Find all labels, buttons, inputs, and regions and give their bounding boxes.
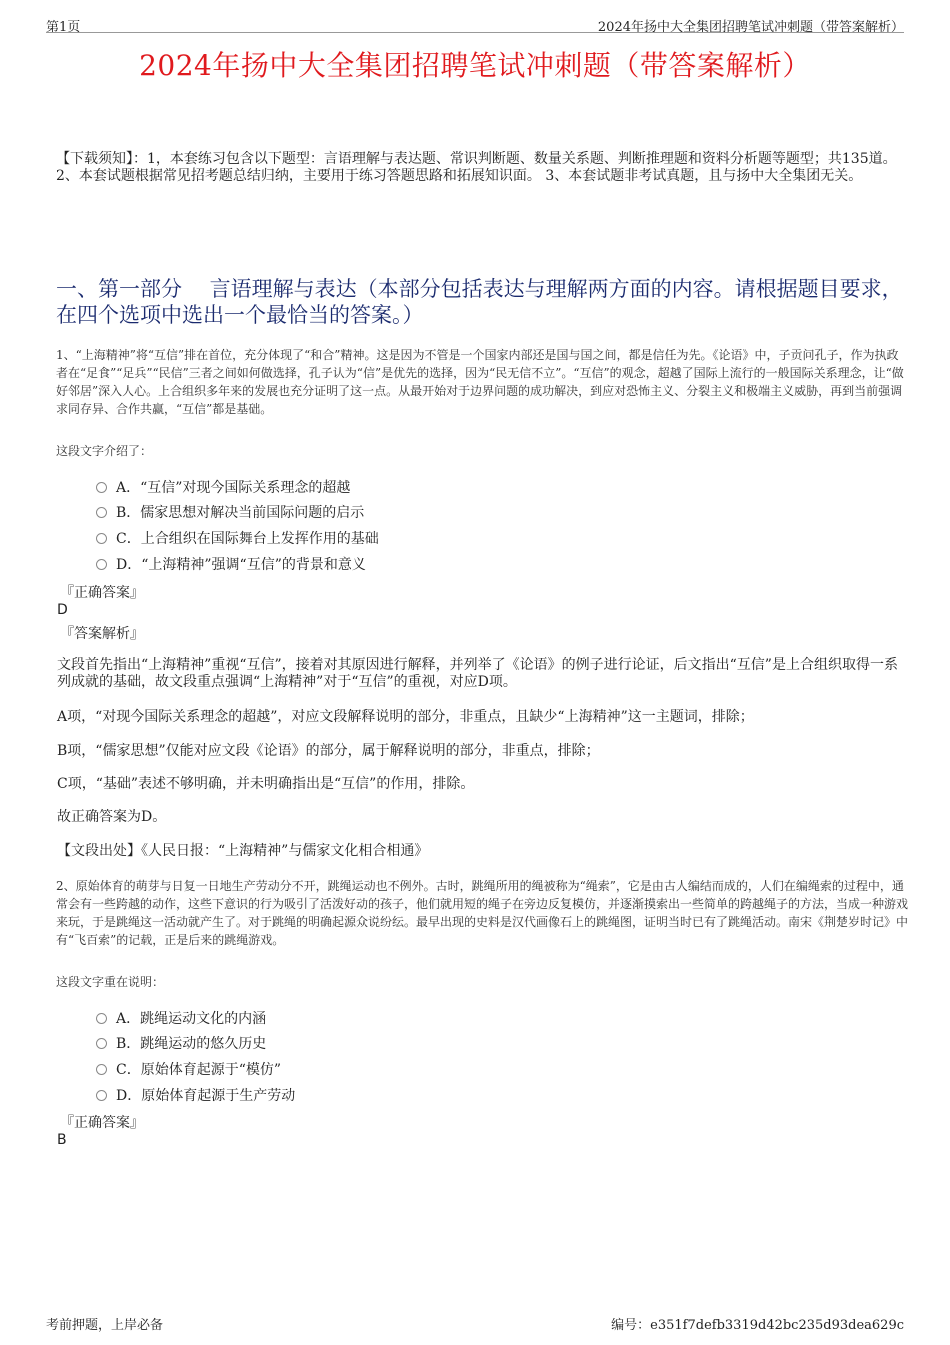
option-text: A．跳绳运动文化的内涵: [116, 1011, 267, 1027]
option-text: B．跳绳运动的悠久历史: [116, 1036, 267, 1052]
radio-button-icon[interactable]: [96, 482, 107, 493]
footer-code: 编号：e351f7defb3319d42bc235d93dea629c: [611, 1318, 904, 1333]
question-1-option-c[interactable]: [96, 528, 379, 548]
page-number: 第1页: [46, 20, 81, 35]
question-2-answer: B: [57, 1132, 67, 1148]
question-1-prompt: 这段文字介绍了：: [56, 444, 153, 458]
question-1-analysis-1: 文段首先指出“上海精神”重视“互信”，接着对其原因进行解释，并列举了《论语》的例子进行论证，后文指出“互信”是上合组织取得一系列成就的基础，故文段重点强调“上海精神”对于“互信”的重视，对应D项。: [57, 657, 898, 690]
radio-button-icon[interactable]: [96, 533, 107, 544]
question-2-option-c[interactable]: [96, 1059, 281, 1079]
document-title: 2024年扬中大全集团招聘笔试冲刺题（带答案解析）: [139, 49, 811, 82]
option-text: C．原始体育起源于“模仿”: [116, 1062, 282, 1078]
question-1-passage: 1、“上海精神”将“互信”排在首位，充分体现了“和合”精神。这是因为不管是一个国家内部还是国与国之间，都是信任为先。《论语》中，子贡问孔子，作为执政者在“足食”“足兵”“民信”三者之间如何做选择，孔子认为“信”是优先的选择，因为“民无信不立”。“互信”的观念，超越了国际上流行的一般国际关系理念，让“做好邻居”深入人心。上合组织多年来的发展也充分证明了这一点。从最开始对于边界问题的成功解决，到应对恐怖主义、分裂主义和极端主义威胁，再到当前强调求同存异、合作共赢，“互信”都是基础。: [56, 348, 904, 416]
question-1-analysis-3: B项，“儒家思想”仅能对应文段《论语》的部分，属于解释说明的部分，非重点，排除；: [57, 743, 600, 759]
option-text: D．原始体育起源于生产劳动: [116, 1088, 296, 1104]
radio-button-icon[interactable]: [96, 559, 107, 570]
radio-button-icon[interactable]: [96, 1038, 107, 1049]
running-header-title: 2024年扬中大全集团招聘笔试冲刺题（带答案解析）: [597, 20, 904, 35]
radio-button-icon[interactable]: [96, 507, 107, 518]
question-2-option-b[interactable]: [96, 1033, 266, 1053]
question-1-source: 【文段出处】《人民日报：“上海精神”与儒家文化相合相通》: [57, 843, 429, 859]
section-heading: 一、第一部分 言语理解与表达（本部分包括表达与理解两方面的内容。请根据题目要求，在四个选项中选出一个最恰当的答案。）: [56, 277, 903, 327]
radio-button-icon[interactable]: [96, 1090, 107, 1101]
option-text: C．上合组织在国际舞台上发挥作用的基础: [116, 531, 379, 547]
question-1-analysis-2: A项，“对现今国际关系理念的超越”，对应文段解释说明的部分，非重点，且缺少“上海精神”这一主题词，排除；: [57, 709, 754, 725]
question-1-answer: D: [57, 602, 68, 618]
radio-button-icon[interactable]: [96, 1064, 107, 1075]
question-2-answer-label: 『正确答案』: [60, 1115, 144, 1131]
option-text: D．“上海精神”强调“互信”的背景和意义: [116, 557, 366, 573]
question-1-option-a[interactable]: [96, 477, 350, 497]
question-1-analysis-label: 『答案解析』: [60, 626, 144, 642]
question-2-passage: 2、原始体育的萌芽与日复一日地生产劳动分不开，跳绳运动也不例外。古时，跳绳所用的绳被称为“绳索”，它是由古人编结而成的，人们在编绳索的过程中，通常会有一些跨越的动作，这些下意识的行为吸引了活泼好动的孩子，他们就用短的绳子在旁边反复模仿，并逐渐摸索出一些简单的跨越绳子的方法，当成一种游戏来玩，于是跳绳这一活动就产生了。对于跳绳的明确起源众说纷纭。最早出现的史料是汉代画像石上的跳绳图，证明当时已有了跳绳活动。南宋《荆楚岁时记》中有“飞百索”的记载，正是后来的跳绳游戏。: [56, 879, 909, 947]
question-1-analysis-5: 故正确答案为D。: [57, 809, 167, 825]
radio-button-icon[interactable]: [96, 1013, 107, 1024]
question-2-option-a[interactable]: [96, 1008, 266, 1028]
question-2-prompt: 这段文字重在说明：: [56, 975, 165, 989]
question-1-option-d[interactable]: [96, 554, 366, 574]
download-notice: 【下载须知】：1，本套练习包含以下题型：言语理解与表达题、常识判断题、数量关系题、判断推理题和资料分析题等题型；共135道。 2、本套试题根据常见招考题总结归纳，主要用于练习答题思路和拓展知识面。 3、本套试题非考试真题，且与扬中大全集团无关。: [56, 151, 897, 184]
header-divider: [46, 32, 904, 33]
option-text: A．“互信”对现今国际关系理念的超越: [116, 480, 351, 496]
footer-slogan: 考前押题，上岸必备: [46, 1318, 164, 1333]
option-text: B．儒家思想对解决当前国际问题的启示: [116, 505, 365, 521]
question-1-answer-label: 『正确答案』: [60, 585, 144, 601]
question-1-option-b[interactable]: [96, 502, 364, 522]
question-2-option-d[interactable]: [96, 1085, 295, 1105]
question-1-analysis-4: C项，“基础”表述不够明确，并未明确指出是“互信”的作用，排除。: [57, 776, 475, 792]
